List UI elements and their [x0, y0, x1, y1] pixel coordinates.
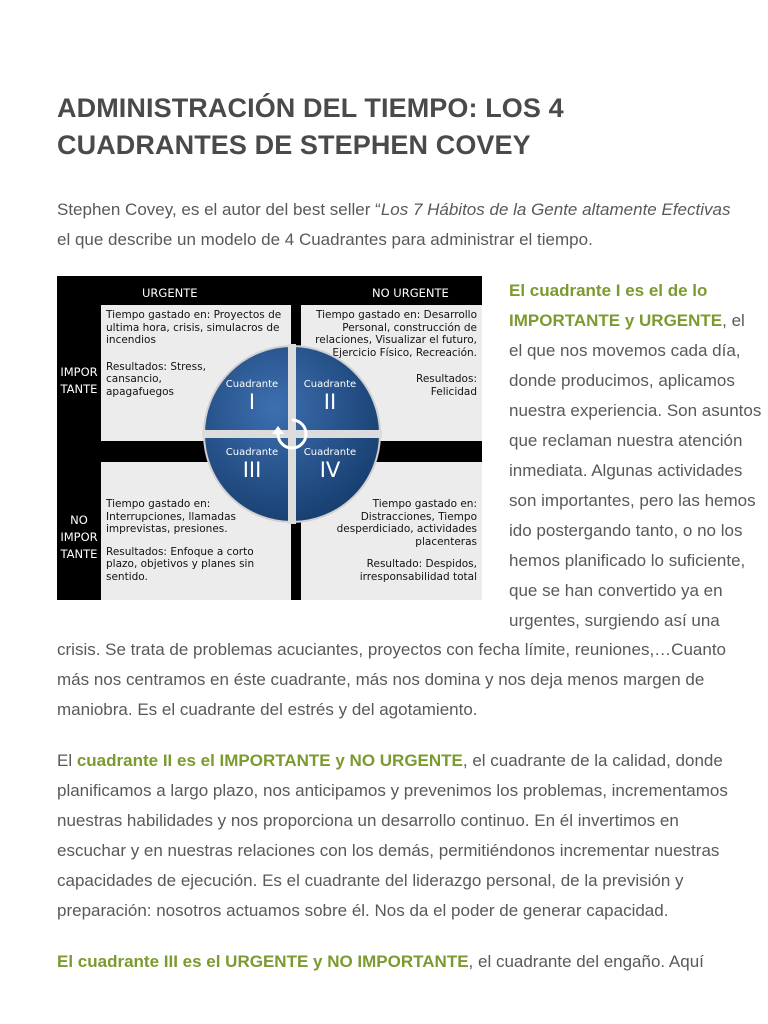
text-line: que reclaman nuestra atención — [509, 431, 743, 450]
quadrant-circle-graphic — [202, 344, 382, 524]
header-not-urgent: NO URGENTE — [372, 286, 449, 300]
q4-result: Resultado: Despidos, irresponsabilidad total — [359, 558, 477, 583]
covey-quadrants-figure — [57, 276, 482, 600]
text-line: escuchar y en nuestras relaciones con los demás, permitiéndonos incrementar nuestras — [57, 841, 720, 860]
quadrant-4-label: Cuadrante IV — [303, 447, 357, 482]
text-line: planificamos a largo plazo, nos anticipamos y prevenimos los problemas, incrementamos — [57, 781, 728, 800]
q2-result: Resultados: Felicidad — [416, 373, 477, 398]
quadrant-3-paragraph: El cuadrante III es el URGENTE y NO IMPORTANTE, el cuadrante del engaño. Aquí — [57, 952, 704, 971]
text-line: son importantes, pero las hemos — [509, 491, 756, 510]
quadrant-2-label: Cuadrante II — [303, 379, 357, 414]
quadrant-2-highlight: cuadrante II es el IMPORTANTE y NO URGENTE — [76, 751, 463, 770]
label-not-important: NO IMPOR TANTE — [60, 513, 98, 561]
text-line: hemos planificado lo suficiente, — [509, 551, 746, 570]
quadrant-1-description-continued — [57, 635, 734, 725]
quadrant-1-highlight: IMPORTANTE y URGENTE — [509, 311, 723, 330]
q4-time: Tiempo gastado en: Distracciones, Tiempo desperdiciado, actividades placenteras — [336, 498, 477, 548]
text-line: nuestra experiencia. Son asuntos — [509, 401, 762, 420]
q1-time: Tiempo gastado en: Proyectos de ultima hora, crisis, simulacros de incendios — [106, 309, 282, 346]
quadrant-1-label: Cuadrante I — [225, 379, 279, 414]
text-line: urgentes, surgiendo así una — [509, 611, 720, 630]
text-line: inmediata. Algunas actividades — [509, 461, 743, 480]
q3-result: Resultados: Enfoque a corto plazo, objetivos y planes sin sentido. — [106, 545, 255, 583]
text-line: maniobra. Es el cuadrante del estrés y del agotamiento. — [57, 700, 478, 719]
text-line: capacidades de ejecución. Es el cuadrante del liderazgo personal, de la previsión y — [57, 871, 684, 890]
quadrant-3-highlight: El cuadrante III es el URGENTE y NO IMPORTANTE — [57, 952, 469, 971]
text-line: donde producimos, aplicamos — [509, 371, 735, 390]
text-line: crisis. Se trata de problemas acuciantes, proyectos con fecha límite, reuniones,…Cuanto — [57, 640, 727, 659]
q1-result: Resultados: Stress, cansancio, apagafuegos — [106, 360, 206, 398]
text-line: preparación: nosotros actuamos sobre él. Nos da el poder de generar capacidad. — [57, 901, 669, 920]
quadrant-1-description — [509, 276, 762, 636]
text-line: ido postergando tanto, o no los — [509, 521, 743, 540]
quadrant-circle — [202, 344, 382, 524]
text-line: IMPORTANTE y URGENTE, el — [509, 311, 745, 330]
q2-time: Tiempo gastado en: Desarrollo Personal, construcción de relaciones, Visualizar el futuro, Ejercicio Físico, Recreación. — [315, 309, 477, 359]
label-important: IMPOR TANTE — [60, 365, 98, 396]
title-line-2: CUADRANTES DE STEPHEN COVEY — [57, 130, 531, 160]
intro-paragraph — [57, 195, 734, 255]
text-line — [509, 276, 734, 306]
text-line: nuestras habilidades y nos proporciona un desarrollo continuo. En él invertimos en — [57, 811, 679, 830]
text-line: más nos centramos en éste cuadrante, más nos domina y nos deja menos margen de — [57, 670, 705, 689]
page-title — [57, 90, 697, 164]
title-line-1: ADMINISTRACIÓN DEL TIEMPO: LOS 4 — [57, 93, 564, 123]
text-line: que se han convertido ya en — [509, 581, 723, 600]
quadrant-2-paragraph: El cuadrante II es el IMPORTANTE y NO URGENTE, el cuadrante de la calidad, donde planificamos a largo plazo, nos anticipamos y prevenimos los problemas, incrementamos nuestras habilidades y nos proporciona un desarrollo continuo. En él invertimos en escuchar y en nuestras relaciones con los demás, permitiéndonos incrementar nuestras capacidades de ejecución. Es el cuadrante del liderazgo personal, de la previsión y preparación: nosotros actuamos sobre él. Nos da el poder de generar capacidad. — [57, 746, 734, 926]
text-line: el que nos movemos cada día, — [509, 341, 741, 360]
header-urgent: URGENTE — [142, 286, 198, 300]
intro-text: Stephen Covey, es el autor del best seller “ — [57, 200, 381, 219]
book-title: Los 7 Hábitos de la Gente altamente Efectivas — [380, 200, 731, 219]
q3-time: Tiempo gastado en: Interrupciones, llamadas imprevistas, presiones. — [106, 498, 236, 535]
quadrant-3-label: Cuadrante III — [225, 447, 279, 482]
intro-text-line-2: el que describe un modelo de 4 Cuadrantes para administrar el tiempo. — [57, 230, 593, 249]
quadrant-1-highlight: El cuadrante I es el de lo — [509, 281, 708, 300]
